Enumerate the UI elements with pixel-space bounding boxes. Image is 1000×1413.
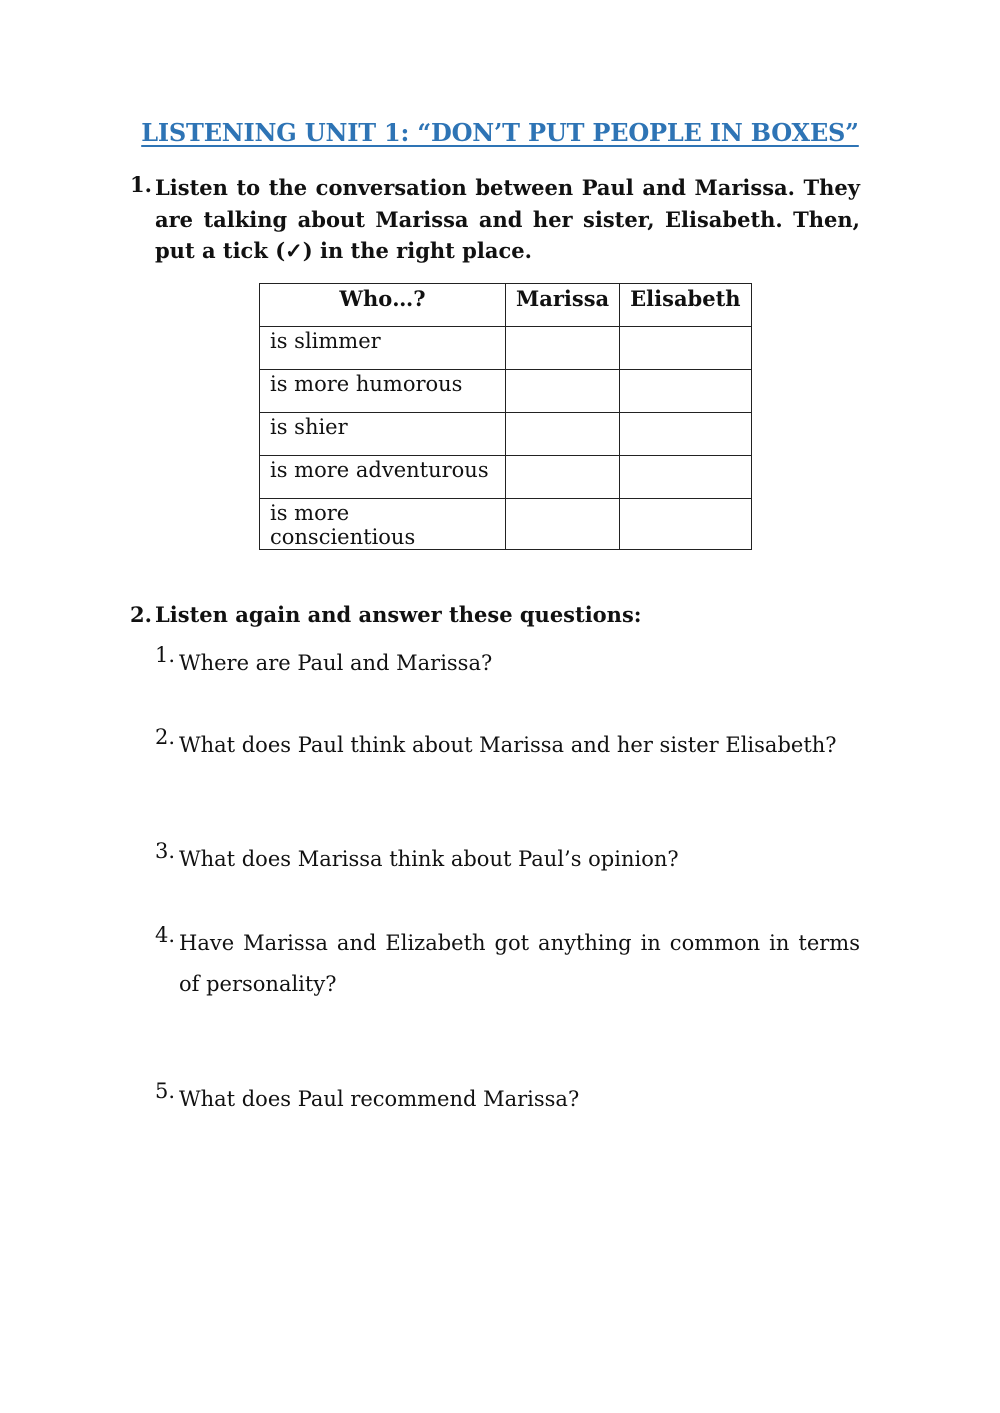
header-elisabeth: Elisabeth	[620, 284, 751, 327]
sub-question-text: What does Paul recommend Marissa?	[179, 1087, 580, 1111]
question-2-number: 2.	[130, 602, 152, 627]
table-header-row	[260, 284, 752, 327]
sub-question-text: Have Marissa and Elizabeth got anything in common in terms of personality?	[179, 931, 860, 996]
sub-question-number: 5.	[155, 1079, 176, 1103]
question-1-number: 1.	[130, 172, 152, 197]
question-2-instructions: Listen again and answer these questions:	[155, 602, 642, 627]
sub-question-number: 3.	[155, 839, 176, 863]
table-row	[260, 456, 752, 499]
row-label: is shier	[260, 413, 506, 456]
table-row	[260, 370, 752, 413]
tick-cell-elisabeth[interactable]	[620, 327, 751, 370]
sub-question-text: Where are Paul and Marissa?	[179, 651, 493, 675]
tick-cell-marissa[interactable]	[506, 413, 620, 456]
sub-question-text: What does Paul think about Marissa and her sister Elisabeth?	[179, 733, 837, 757]
sub-question-4	[155, 923, 860, 1005]
tick-cell-elisabeth[interactable]	[620, 370, 751, 413]
tick-cell-marissa[interactable]	[506, 499, 620, 550]
row-label: is more adventurous	[260, 456, 506, 499]
header-who: Who…?	[260, 284, 506, 327]
sub-question-2	[155, 725, 860, 766]
row-label: is slimmer	[260, 327, 506, 370]
sub-question-1	[155, 643, 860, 684]
header-marissa: Marissa	[506, 284, 620, 327]
sub-question-5	[155, 1079, 860, 1120]
table-row	[260, 499, 752, 550]
tick-cell-elisabeth[interactable]	[620, 499, 751, 550]
tick-cell-marissa[interactable]	[506, 327, 620, 370]
tick-cell-marissa[interactable]	[506, 370, 620, 413]
sub-question-3	[155, 839, 860, 880]
sub-question-number: 1.	[155, 643, 176, 667]
table-row	[260, 327, 752, 370]
sub-question-number: 2.	[155, 725, 176, 749]
page-title: LISTENING UNIT 1: “DON’T PUT PEOPLE IN BOXES”	[141, 118, 859, 147]
sub-question-text: What does Marissa think about Paul’s opinion?	[179, 847, 679, 871]
tick-cell-elisabeth[interactable]	[620, 456, 751, 499]
row-label: is more conscientious	[260, 499, 506, 550]
tick-cell-elisabeth[interactable]	[620, 413, 751, 456]
row-label: is more humorous	[260, 370, 506, 413]
sub-question-number: 4.	[155, 923, 176, 947]
tick-cell-marissa[interactable]	[506, 456, 620, 499]
tick-table	[259, 283, 752, 550]
question-1-instructions: Listen to the conversation between Paul and Marissa. They are talking about Marissa and her sister, Elisabeth. Then, put a tick (✓) in the right place.	[155, 175, 860, 263]
table-row	[260, 413, 752, 456]
